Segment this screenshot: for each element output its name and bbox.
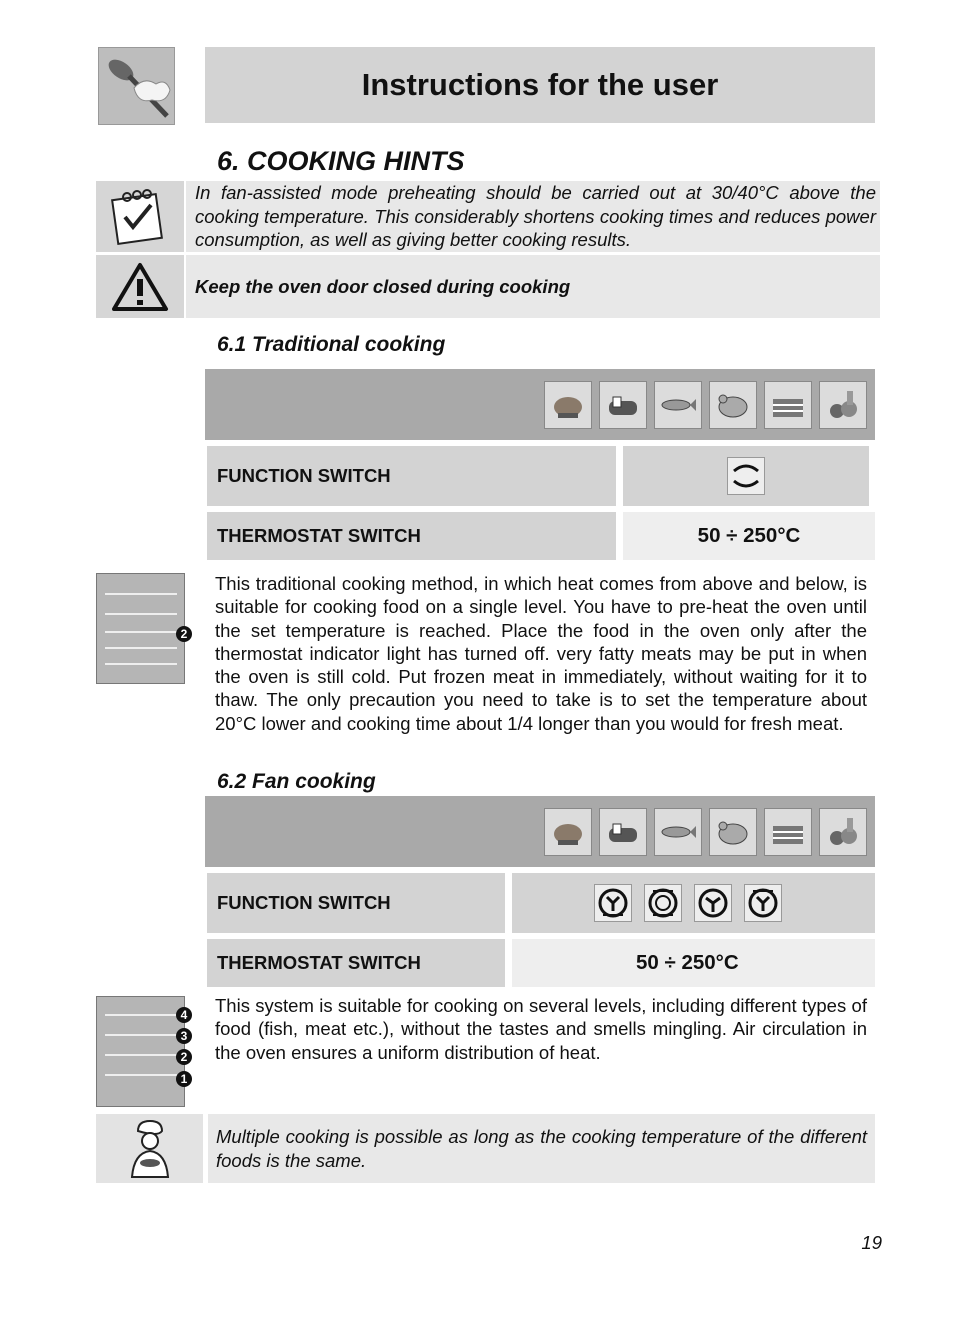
section-title: 6. COOKING HINTS (217, 146, 465, 176)
warning-note-box (186, 255, 880, 318)
chef-note-text: Multiple cooking is possible as long as the cooking temperature of the different foods is the same. (216, 1125, 867, 1171)
warning-triangle-icon (96, 255, 184, 318)
roast-meat-icon (544, 808, 592, 856)
fan-oven-icon (694, 884, 732, 922)
header-logo-spoon-icon (98, 47, 175, 125)
traditional-function-switch-label: FUNCTION SWITCH (207, 446, 616, 506)
shelf-level-badge: 3 (176, 1028, 192, 1044)
bread-icon (599, 381, 647, 429)
chef-note-box (208, 1114, 875, 1183)
traditional-cooking-text: This traditional cooking method, in which heat comes from above and below, is suitable for cooking food on a single level. You have to pre-heat the oven until the set temperature is reached. Place the food in the oven only after the thermostat indicator light has turned off. very fatty meats may be put in when the oven is still cold. Put frozen meat in immediately, without waiting for it to thaw. The only precaution you need to take is to set the temperature about 20°C lower and cooking time about 1/4 longer than you would for fresh meat. (215, 573, 867, 734)
oven-single-level-illustration (96, 573, 188, 684)
shelf-level-badge: 2 (176, 1049, 192, 1065)
fan-cooking-title: 6.2 Fan cooking (217, 770, 376, 793)
poultry-icon (709, 808, 757, 856)
traditional-cooking-title: 6.1 Traditional cooking (217, 333, 446, 356)
shelf-level-badge: 1 (176, 1071, 192, 1087)
fan-thermostat-switch-label: THERMOSTAT SWITCH (207, 939, 505, 987)
bread-icon (599, 808, 647, 856)
vegetables-icon (819, 381, 867, 429)
fan-function-switch-label: FUNCTION SWITCH (207, 873, 505, 933)
warning-note-text: Keep the oven door closed during cooking (195, 275, 571, 297)
preheat-note-text: In fan-assisted mode preheating should be carried out at 30/40°C above the cooking temperature. This considerably shortens cooking times and reduces power consumption, as well as giving better cooking results. (195, 182, 876, 250)
fish-icon (654, 381, 702, 429)
fan-cooking-text: This system is suitable for cooking on several levels, including different types of food (fish, meat etc.), without the tastes and smells mingling. Air circulation in the oven ensures a uniform distribution of heat. (215, 995, 867, 1063)
traditional-thermostat-switch-label: THERMOSTAT SWITCH (207, 512, 616, 560)
fan-food-band (205, 796, 875, 867)
notepad-icon (96, 181, 184, 252)
fan-grill-icon (744, 884, 782, 922)
oven-multi-level-illustration (96, 996, 188, 1107)
chef-icon (96, 1114, 203, 1183)
traditional-function-symbol (623, 446, 869, 506)
shelf-level-badge: 2 (176, 626, 192, 642)
fan-bottom-heat-icon (594, 884, 632, 922)
page-header-title: Instructions for the user (205, 47, 875, 123)
cake-icon (764, 808, 812, 856)
traditional-food-band (205, 369, 875, 440)
shelf-level-badge: 4 (176, 1007, 192, 1023)
page-number: 19 (861, 1232, 882, 1253)
poultry-icon (709, 381, 757, 429)
top-bottom-heat-icon (727, 457, 765, 495)
vegetables-icon (819, 808, 867, 856)
cake-icon (764, 381, 812, 429)
roast-meat-icon (544, 381, 592, 429)
traditional-thermostat-value: 50 ÷ 250°C (623, 512, 875, 560)
preheat-note-box (186, 181, 880, 252)
fan-thermostat-value: 50 ÷ 250°C (512, 939, 875, 987)
fish-icon (654, 808, 702, 856)
fan-top-bottom-heat-icon (644, 884, 682, 922)
fan-function-symbols (512, 873, 875, 933)
